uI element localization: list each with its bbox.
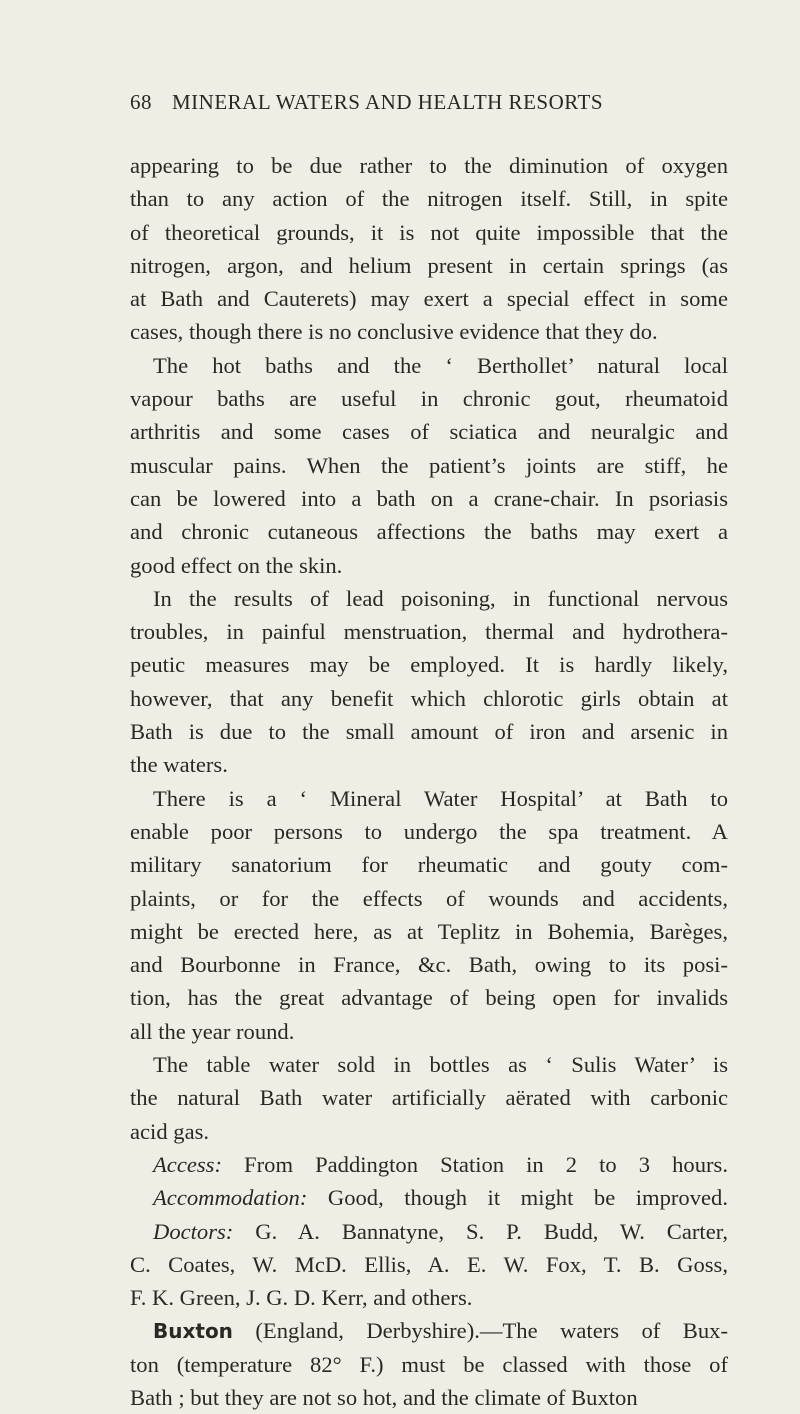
line-text: can be lowered into a bath on a crane-chair. In psoriasis	[130, 485, 728, 511]
line-text: The hot baths and the ‘ Berthollet’ natural local	[153, 352, 728, 378]
text-line	[130, 282, 728, 315]
text-line	[130, 415, 728, 448]
text-line	[130, 1281, 728, 1314]
section-label: Doctors:	[153, 1218, 234, 1244]
text-line	[130, 1015, 728, 1048]
text-line	[130, 1314, 728, 1347]
line-text: however, that any benefit which chlorotic girls obtain at	[130, 685, 728, 711]
line-text: Good, though it might be improved.	[307, 1185, 728, 1211]
text-line	[130, 981, 728, 1014]
page-number: 68	[130, 90, 152, 114]
text-line	[130, 882, 728, 915]
line-text: good effect on the skin.	[130, 552, 343, 578]
line-text: plaints, or for the effects of wounds and accidents,	[130, 885, 728, 911]
line-text: cases, though there is no conclusive evidence that they do.	[130, 319, 658, 345]
text-line	[130, 449, 728, 482]
text-line	[130, 216, 728, 249]
line-text: muscular pains. When the patient’s joints are stiff, he	[130, 452, 728, 478]
line-text: appearing to be due rather to the diminution of oxygen	[130, 153, 728, 178]
line-text: enable poor persons to undergo the spa treatment. A	[130, 818, 728, 844]
line-text: nitrogen, argon, and helium present in certain springs (as	[130, 252, 728, 278]
body-text	[130, 149, 728, 1414]
text-line	[130, 1381, 728, 1414]
text-line	[130, 715, 728, 748]
line-text: C. Coates, W. McD. Ellis, A. E. W. Fox, T. B. Goss,	[130, 1251, 728, 1277]
line-text: In the results of lead poisoning, in functional nervous	[153, 585, 728, 611]
text-line	[130, 1348, 728, 1381]
section-label: Accommodation:	[153, 1185, 308, 1211]
text-line	[130, 382, 728, 415]
line-text: The table water sold in bottles as ‘ Sulis Water’ is	[153, 1052, 728, 1078]
running-title: MINERAL WATERS AND HEALTH RESORTS	[172, 90, 603, 114]
text-line	[130, 1248, 728, 1281]
line-text: From Paddington Station in 2 to 3 hours.	[222, 1151, 728, 1177]
section-label: Access:	[153, 1151, 222, 1177]
line-text: arthritis and some cases of sciatica and neuralgic and	[130, 419, 728, 445]
line-text: ton (temperature 82° F.) must be classed with those of	[130, 1351, 728, 1377]
text-line	[130, 549, 728, 582]
text-line	[130, 149, 728, 182]
line-text: There is a ‘ Mineral Water Hospital’ at Bath to	[153, 785, 728, 811]
text-line	[130, 1115, 728, 1148]
line-text: the waters.	[130, 752, 228, 778]
line-text: vapour baths are useful in chronic gout, rheumatoid	[130, 386, 728, 412]
text-line	[130, 1048, 728, 1081]
text-line	[130, 1181, 728, 1214]
line-text: Bath is due to the small amount of iron and arsenic in	[130, 719, 728, 745]
text-line	[130, 682, 728, 715]
line-text: (England, Derbyshire).—The waters of Bux-	[232, 1318, 728, 1344]
line-text: all the year round.	[130, 1018, 295, 1044]
text-line	[130, 815, 728, 848]
line-text: might be erected here, as at Teplitz in Bohemia, Barèges,	[130, 918, 728, 944]
line-text: and chronic cutaneous affections the baths may exert a	[130, 519, 728, 545]
text-line	[130, 1081, 728, 1114]
text-line	[130, 1148, 728, 1181]
text-line	[130, 349, 728, 382]
text-line	[130, 615, 728, 648]
text-line	[130, 315, 728, 348]
text-line	[130, 182, 728, 215]
text-line	[130, 948, 728, 981]
line-text: peutic measures may be employed. It is hardly likely,	[130, 652, 728, 678]
line-text: at Bath and Cauterets) may exert a special effect in some	[130, 286, 728, 312]
line-text: acid gas.	[130, 1118, 210, 1144]
line-text: than to any action of the nitrogen itself. Still, in spite	[130, 186, 728, 212]
line-text: and Bourbonne in France, &c. Bath, owing to its posi-	[130, 952, 728, 978]
text-line	[130, 1215, 728, 1248]
text-line	[130, 515, 728, 548]
resort-heading: Buxton	[153, 1319, 233, 1344]
line-text: troubles, in painful menstruation, thermal and hydrothera-	[130, 619, 728, 645]
line-text: of theoretical grounds, it is not quite impossible that the	[130, 219, 728, 245]
page-header	[130, 90, 730, 120]
text-line	[130, 249, 728, 282]
text-line	[130, 848, 728, 881]
text-line	[130, 648, 728, 681]
text-line	[130, 915, 728, 948]
line-text: F. K. Green, J. G. D. Kerr, and others.	[130, 1285, 473, 1311]
line-text: tion, has the great advantage of being open for invalids	[130, 985, 728, 1011]
line-text: military sanatorium for rheumatic and gouty com-	[130, 852, 728, 878]
text-line	[130, 582, 728, 615]
text-line	[130, 782, 728, 815]
text-line	[130, 748, 728, 781]
text-line	[130, 482, 728, 515]
line-text: G. A. Bannatyne, S. P. Budd, W. Carter,	[233, 1218, 728, 1244]
line-text: Bath ; but they are not so hot, and the climate of Buxton	[130, 1384, 638, 1410]
line-text: the natural Bath water artificially aërated with carbonic	[130, 1085, 728, 1111]
